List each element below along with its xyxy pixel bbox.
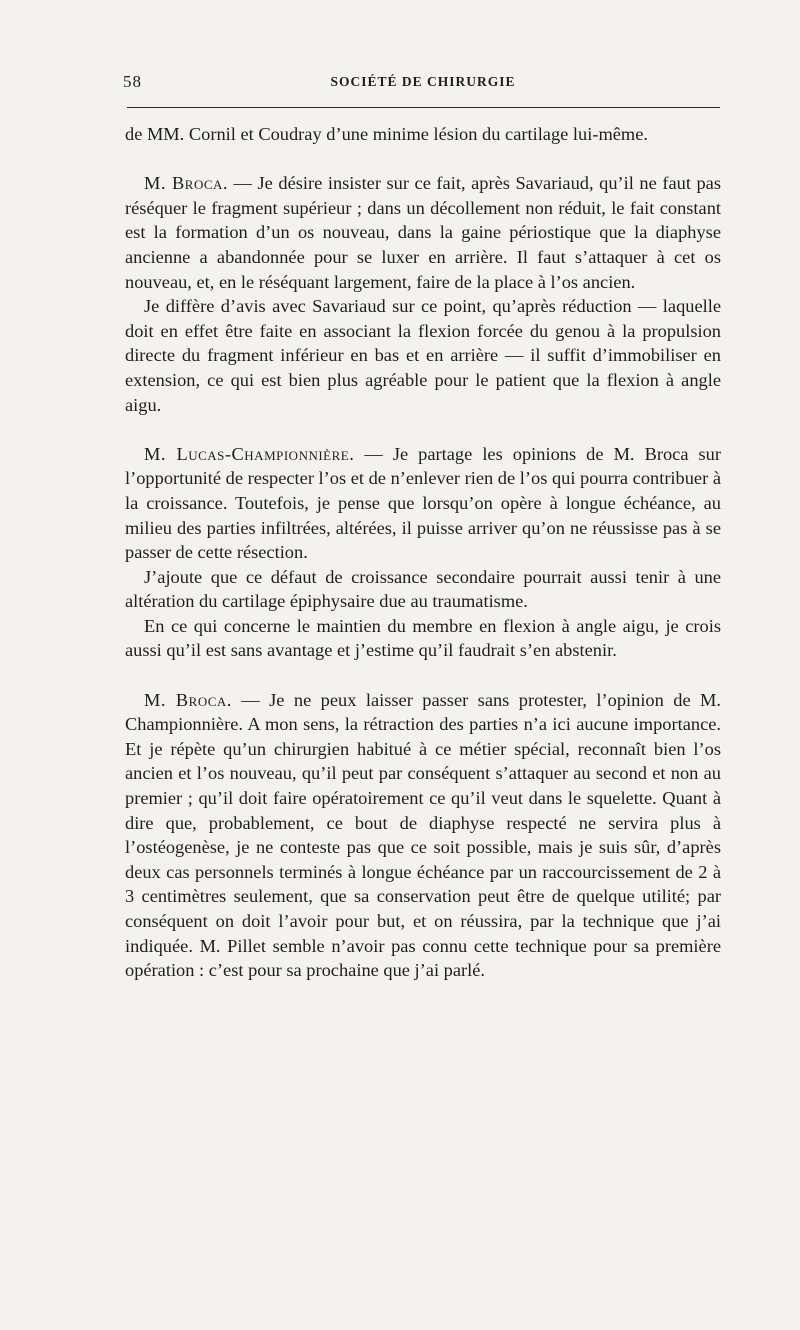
running-title: SOCIÉTÉ DE CHIRURGIE bbox=[330, 74, 516, 89]
running-head bbox=[125, 72, 721, 96]
paragraph bbox=[125, 614, 721, 663]
paragraph bbox=[125, 294, 721, 417]
paragraph-text: — Je partage les opinions de M. Broca sur l’opportunité de respecter l’os et de n’enlever rien de l’os qui pourra contribuer à la croissance. Toutefois, je pense que lorsqu’on opère à longue échéance, au milieu des parties infiltrées, altérées, il puisse arriver qu’on ne réussisse pas à se passer de cette résection. bbox=[125, 443, 722, 563]
paragraph-text: Je diffère d’avis avec Savariaud sur ce point, qu’après réduction — laquelle doit en effet être faite en associant la flexion forcée du genou à la propulsion directe du fragment inférieur en bas et en arrière — il suffit d’immobiliser en extension, ce qui est bien plus agréable pour le patient que la flexion à angle aigu. bbox=[125, 296, 721, 415]
book-page bbox=[125, 0, 721, 1330]
page-number: 58 bbox=[123, 72, 142, 91]
paragraph-text: de MM. Cornil et Coudray d’une minime lésion du cartilage lui-même. bbox=[125, 124, 648, 144]
paragraph-continuation bbox=[125, 122, 721, 147]
speech-broca-1 bbox=[125, 171, 721, 294]
speaker-name: M. Broca. bbox=[144, 173, 228, 194]
paragraph bbox=[125, 565, 721, 614]
header-rule bbox=[127, 107, 720, 108]
paragraph-text: En ce qui concerne le maintien du membre en flexion à angle aigu, je crois aussi qu’il est sans avantage et j’estime qu’il faudrait s’en abstenir. bbox=[125, 615, 721, 661]
paragraph-text: — Je désire insister sur ce fait, après Savariaud, qu’il ne faut pas réséquer le fragment supérieur ; dans un décollement non réduit, le fait constant est la formation d’un os nouveau, dans la gaine périostique que la diaphyse ancienne a abandonnée pour se luxer en arrière. Il faut s’attaquer à cet os nouveau, et, en le réséquant largement, faire de la place à l’os ancien. bbox=[125, 173, 722, 292]
body-text bbox=[125, 122, 721, 983]
paragraph-text: — Je ne peux laisser passer sans protester, l’opinion de M. Championnière. A mon sens, la rétraction des parties n’a ici aucune importance. Et je répète qu’un chirurgien habitué à ce métier spécial, reconnaît bien l’os ancien et l’os nouveau, qu’il peut par conséquent s’attaquer au second et non au premier ; qu’il doit faire opératoirement ce qu’il veut dans le squelette. Quant à dire que, probablement, ce bout de diaphyse respecté ne servira plus à l’ostéogenèse, je ne conteste pas que ce soit possible, mais je suis sûr, d’après deux cas personnels terminés à longue échéance par un raccourcissement de 2 à 3 centimètres seulement, que sa conservation peut être de quelque utilité; par conséquent on doit l’avoir pour but, et on réussira, par la technique que j’ai indiquée. M. Pillet semble n’avoir pas connu cette technique pour sa première opération : c’est pour sa prochaine que j’ai parlé. bbox=[125, 689, 721, 981]
speech-broca-2 bbox=[125, 688, 721, 983]
speech-lucas-championniere bbox=[125, 442, 721, 565]
paragraph-text: J’ajoute que ce défaut de croissance secondaire pourrait aussi tenir à une altération du cartilage épiphysaire due au traumatisme. bbox=[125, 566, 721, 612]
speaker-name: M. Lucas-Championnière. bbox=[144, 443, 355, 464]
speaker-name: M. Broca. bbox=[144, 689, 232, 710]
